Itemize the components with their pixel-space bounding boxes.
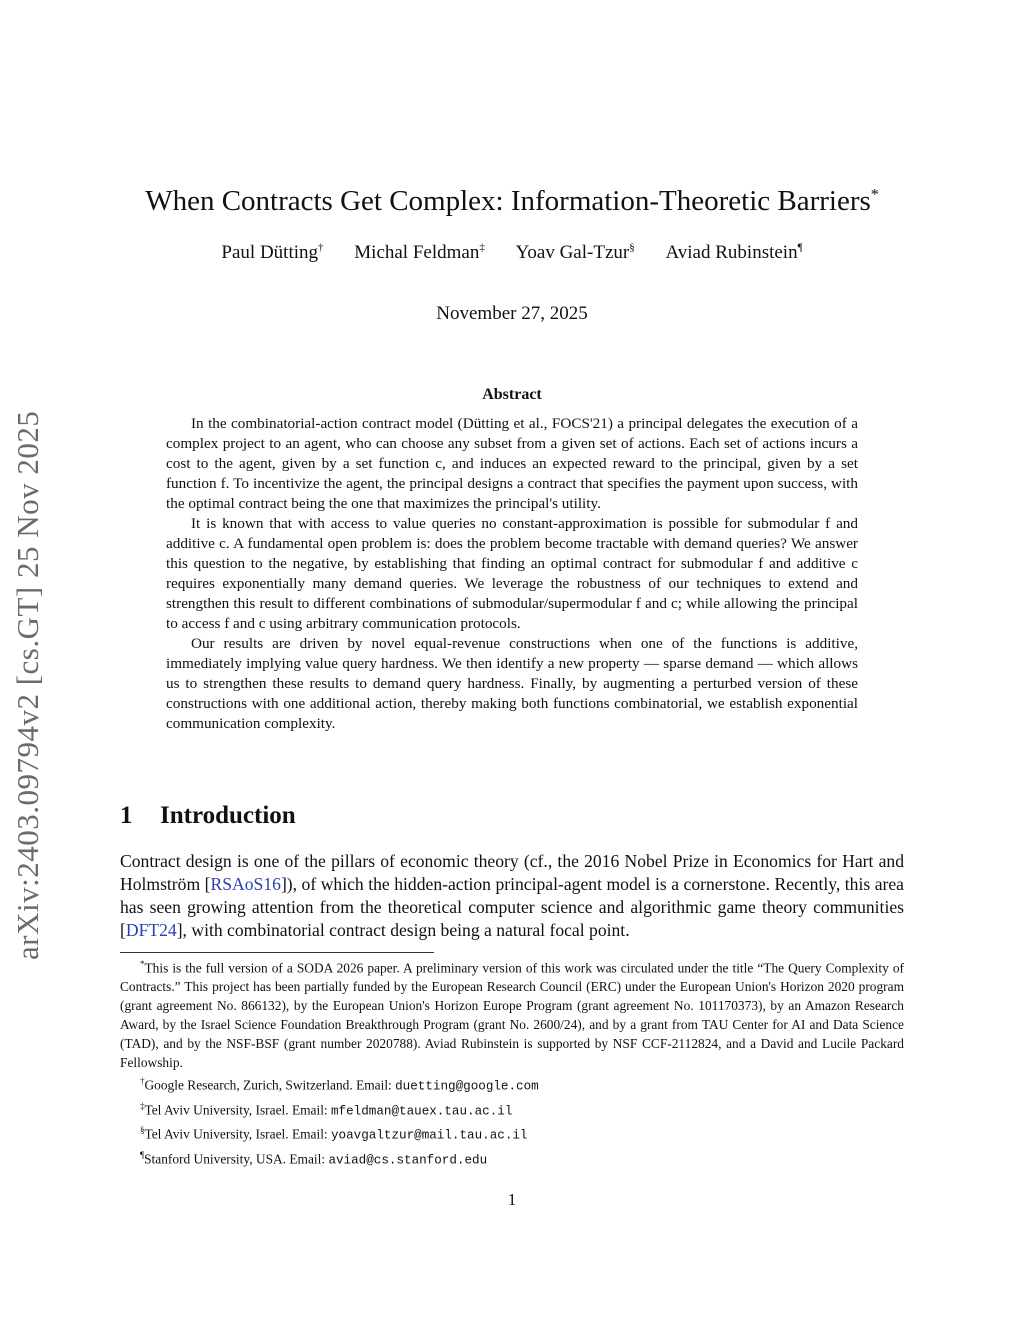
author-footnote-mark[interactable]: § — [629, 242, 635, 254]
footnote-item — [120, 1097, 904, 1121]
section-number: 1 — [120, 802, 133, 829]
email-address[interactable]: aviad@cs.stanford.edu — [328, 1153, 488, 1168]
footnote-mark: ‡ — [140, 1100, 145, 1111]
abstract-heading: Abstract — [482, 386, 542, 403]
footnote-text: Google Research, Zurich, Switzerland. Email: — [144, 1077, 396, 1093]
intro-text: ], with combinatorial contract design being a natural focal point. — [176, 920, 630, 940]
arxiv-identifier-stamp: arXiv:2403.09794v2 [cs.GT] 25 Nov 2025 — [10, 410, 45, 960]
author-name: Aviad Rubinstein — [665, 242, 798, 264]
intro-text: ]), of which the hidden-action principal-agent model is a cornerstone. Recently, this area has seen growing attention from the theoretical computer science and algorithmic game theory communities [ — [120, 874, 904, 940]
email-address[interactable]: yoavgaltzur@mail.tau.ac.il — [331, 1128, 528, 1143]
email-address[interactable]: mfeldman@tauex.tau.ac.il — [331, 1104, 513, 1119]
author-3 — [516, 242, 635, 263]
title-text: When Contracts Get Complex: Information-Theoretic Barriers — [145, 185, 871, 217]
abstract-body — [166, 414, 858, 734]
footnote-mark: † — [140, 1076, 145, 1087]
author-footnote-mark[interactable]: ‡ — [479, 242, 485, 254]
footnote-item — [120, 1121, 904, 1145]
author-2 — [354, 242, 485, 263]
abstract-paragraph: It is known that with access to value queries no constant-approximation is possible for submodular f and additive c. A fundamental open problem is: does the problem become tractable with demand queries? We answer this question to the negative, by establishing that finding an optimal contract for submodular f and additive c requires exponentially many demand queries. We leverage the robustness of our techniques to extend and strengthen this result to different combinations of submodular/supermodular f and c; while allowing the principal to access f and c using arbitrary communication protocols. — [166, 515, 858, 632]
author-footnote-mark[interactable]: ¶ — [797, 242, 803, 254]
author-name: Yoav Gal-Tzur — [515, 242, 630, 264]
author-1 — [221, 242, 323, 263]
citation-link[interactable]: DFT24 — [125, 920, 177, 940]
author-name: Paul Dütting — [221, 242, 319, 264]
abstract-paragraph: Our results are driven by novel equal-revenue constructions when one of the functions is additive, immediately implying value query hardness. We then identify a new property — sparse demand — which allows us to strengthen these results to demand query hardness. Finally, by augmenting a perturbed version of these constructions with one additional action, thereby making both functions combinatorial, we establish exponential communication complexity. — [166, 635, 858, 732]
email-address[interactable]: duetting@google.com — [395, 1079, 539, 1094]
footnote-item — [120, 1146, 904, 1170]
publication-date: November 27, 2025 — [436, 303, 588, 324]
title-footnote-mark[interactable]: * — [870, 186, 879, 204]
author-name: Michal Feldman — [354, 242, 480, 264]
footnote-text: Tel Aviv University, Israel. Email: — [144, 1102, 331, 1118]
section-heading-introduction — [120, 802, 296, 830]
footnote-text: Stanford University, USA. Email: — [144, 1151, 329, 1167]
footnote-mark: * — [140, 959, 145, 969]
introduction-paragraph — [120, 850, 904, 942]
citation-link[interactable]: RSAoS16 — [210, 874, 281, 894]
footnote-mark: § — [140, 1125, 145, 1136]
footnote-divider — [120, 952, 434, 953]
paper-title — [0, 185, 1024, 218]
intro-text: Contract design is one of the pillars of economic theory (cf., the 2016 Nobel Prize in Economics for Hart and Holmström [ — [120, 851, 904, 894]
section-title: Introduction — [160, 802, 296, 829]
abstract-paragraph: In the combinatorial-action contract model (Dütting et al., FOCS'21) a principal delegates the execution of a complex project to an agent, who can choose any subset from a given set of actions. Each set of actions incurs a cost to the agent, given by a set function c, and induces an expected reward to the principal, given by a set function f. To incentivize the agent, the principal designs a contract that specifies the payment upon success, with the optimal contract being the one that maximizes the principal's utility. — [166, 415, 858, 512]
footnote-text: Tel Aviv University, Israel. Email: — [144, 1126, 331, 1142]
footnote-item — [120, 1072, 904, 1096]
footnote-item — [120, 955, 904, 1072]
author-footnote-mark[interactable]: † — [318, 242, 324, 254]
author-4 — [665, 242, 802, 263]
footnote-text: This is the full version of a SODA 2026 paper. A preliminary version of this work was circulated under the title “The Query Complexity of Contracts.” This project has been partially funded by the European Research Council (ERC) under the European Union's Horizon 2020 program (grant agreement No. 866132), by the European Union's Horizon Europe Program (grant agreement No. 101170373), by an Amazon Research Award, by the Israel Science Foundation Breakthrough Program (grant No. 2600/24), and by a grant from TAU Center for AI and Data Science (TAD), and by the NSF-BSF (grant number 2020788). Aviad Rubinstein is supported by NSF CCF-2112824, and a David and Lucile Packard Fellowship. — [120, 960, 904, 1071]
author-list — [0, 242, 1024, 264]
footnote-mark: ¶ — [140, 1149, 145, 1160]
footnotes — [120, 955, 904, 1170]
page-number: 1 — [507, 1190, 517, 1209]
